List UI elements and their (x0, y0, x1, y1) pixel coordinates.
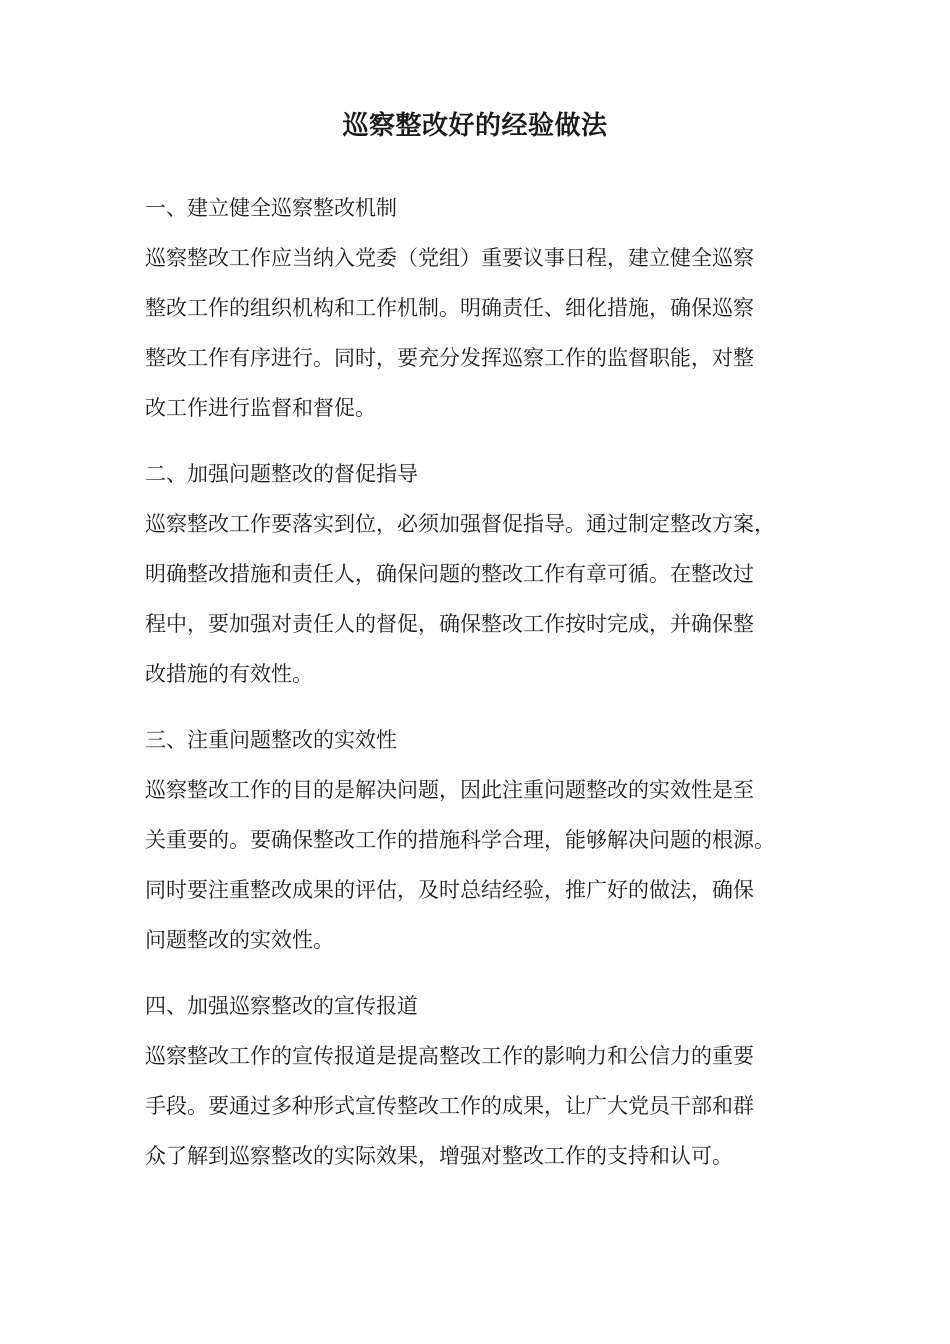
section-heading: 一、建立健全巡察整改机制 (145, 196, 397, 220)
paragraph-line: 众了解到巡察整改的实际效果，增强对整改工作的支持和认可。 (145, 1144, 733, 1168)
section-heading: 三、注重问题整改的实效性 (145, 728, 397, 752)
paragraph-line: 改工作进行监督和督促。 (145, 396, 376, 420)
paragraph-line: 整改工作的组织机构和工作机制。明确责任、细化措施，确保巡察 (145, 296, 754, 320)
paragraph-line: 巡察整改工作应当纳入党委（党组）重要议事日程，建立健全巡察 (145, 246, 754, 270)
document-title: 巡察整改好的经验做法 (342, 111, 608, 141)
paragraph-line: 巡察整改工作的宣传报道是提高整改工作的影响力和公信力的重要 (145, 1044, 754, 1068)
section-3 (145, 720, 835, 960)
paragraph-line: 明确整改措施和责任人，确保问题的整改工作有章可循。在整改过 (145, 562, 754, 586)
section-1 (145, 188, 835, 428)
paragraph-line: 同时要注重整改成果的评估，及时总结经验，推广好的做法，确保 (145, 878, 754, 902)
paragraph-line: 整改工作有序进行。同时，要充分发挥巡察工作的监督职能，对整 (145, 346, 754, 370)
paragraph-line: 巡察整改工作的目的是解决问题，因此注重问题整改的实效性是至 (145, 778, 754, 802)
section-2 (145, 454, 835, 694)
paragraph-line: 程中，要加强对责任人的督促，确保整改工作按时完成，并确保整 (145, 612, 754, 636)
paragraph-line: 巡察整改工作要落实到位，必须加强督促指导。通过制定整改方案， (145, 512, 775, 536)
document-content (145, 188, 835, 1202)
paragraph-line: 关重要的。要确保整改工作的措施科学合理，能够解决问题的根源。 (145, 828, 775, 852)
section-heading: 二、加强问题整改的督促指导 (145, 462, 418, 486)
section-heading: 四、加强巡察整改的宣传报道 (145, 994, 418, 1018)
paragraph-line: 问题整改的实效性。 (145, 928, 334, 952)
section-4 (145, 986, 835, 1176)
paragraph-line: 改措施的有效性。 (145, 662, 313, 686)
paragraph-line: 手段。要通过多种形式宣传整改工作的成果，让广大党员干部和群 (145, 1094, 754, 1118)
